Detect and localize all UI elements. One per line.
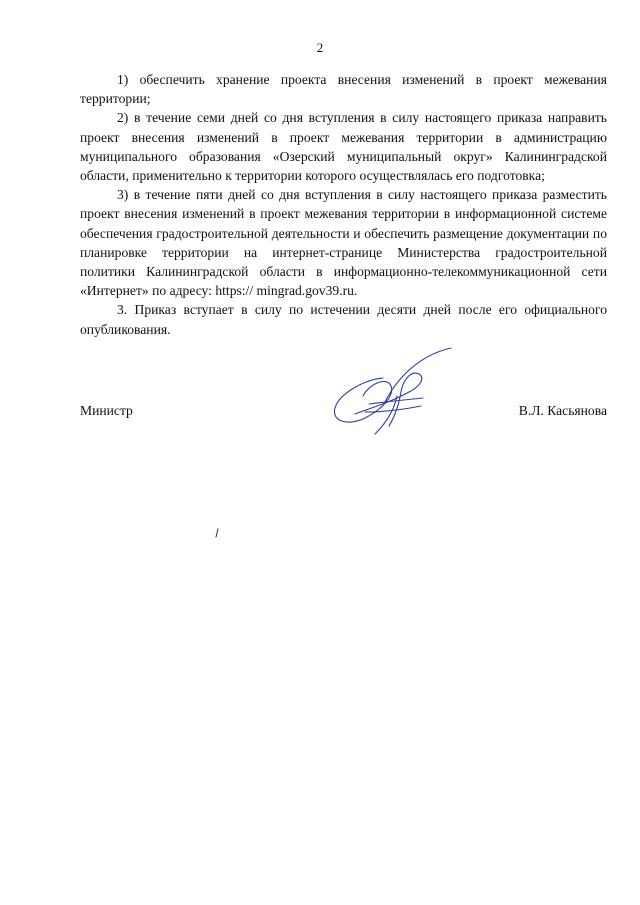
signatory-title: Министр [80, 403, 133, 418]
paragraph-item-1: 1) обеспечить хранение проекта внесения изменений в проект межевания территории; [80, 72, 607, 107]
signatory-name: В.Л. Касьянова [518, 403, 607, 418]
page-number: 2 [316, 40, 324, 55]
document-body [80, 70, 607, 339]
paragraph-item-3: 3) в течение пяти дней со дня вступления в силу настоящего приказа разместить проект внесения изменений в проект межевания территории в информационной системе обеспечения градостроительной деятельности и обеспечить размещение документации по планировке территории на интернет-странице Министерства градостроительной политики Калининградской области в информационно-телекоммуникационной сети «Интернет» по адресу: https:// mingrad.gov39.ru. [80, 187, 607, 299]
paragraph-item-2: 2) в течение семи дней со дня вступления в силу настоящего приказа направить проект внесения изменений в проект межевания территории в администрацию муниципального образования «Озерский муниципальный округ» Калининградской области, применительно к территории которого осуществлялась его подготовка; [80, 110, 607, 184]
paragraph-clause-3: 3. Приказ вступает в силу по истечении десяти дней после его официального опубликования. [80, 302, 607, 337]
handwritten-signature [325, 342, 465, 442]
stray-pen-mark [214, 528, 220, 538]
